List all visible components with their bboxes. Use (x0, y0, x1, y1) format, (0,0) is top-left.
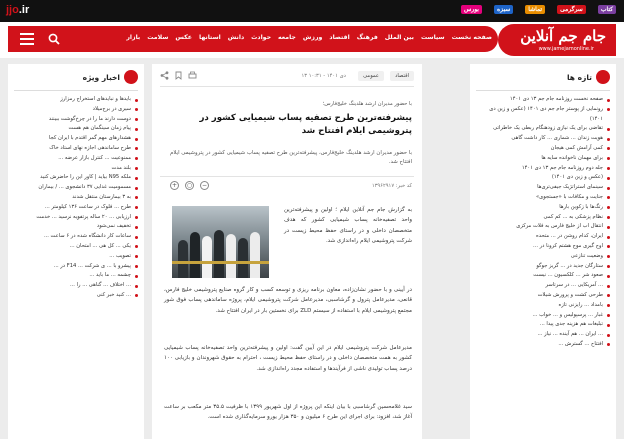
category-tag[interactable]: اقتصاد (390, 71, 414, 81)
article-title: پیشرفته‌ترین طرح تصفیه پساب شیمیایی کشور در پتروشیمی ایلام افتتاح شد (199, 113, 412, 136)
nav-science[interactable]: دانش (227, 34, 245, 41)
article-subtitle: با حضور مدیران ارشد هلدینگ خلیج‌فارس؛ (322, 101, 412, 107)
list-item[interactable]: هشدارهای مهم گمر اقتدم با ایران کجا (14, 134, 138, 144)
nav-culture[interactable]: فرهنگ (356, 34, 378, 41)
nav-home[interactable]: صفحه نخست (451, 34, 492, 41)
nav-provinces[interactable]: استانها (199, 34, 221, 41)
news-code: کد خبر: ۱۳۹۶۲۹۱۷ (371, 183, 412, 189)
list-item[interactable]: هویت زندان ... شماری ... کار داشت گاهی (476, 134, 610, 144)
list-item[interactable]: صفحه نخست روزنامه جام جم ۱۳ دی ۱۴۰۱ (476, 95, 610, 105)
list-item[interactable]: به ۳ بیمارستان منتقل شدند (14, 193, 138, 203)
list-item[interactable]: برای مهمان ناخوانده سایه ها (476, 154, 610, 164)
latest-news-list (476, 95, 610, 350)
zoom-reset-icon[interactable]: ○ (186, 182, 193, 189)
list-item[interactable]: بایدها و نبایدهای استخراج رمزارز (14, 95, 138, 105)
brand-logo[interactable] (498, 24, 616, 56)
list-item[interactable]: تصویب ... (14, 252, 138, 262)
list-item[interactable]: رونمایی از پوستر جام جم دی ۱۴۰۱ (عکس و زین دی ۱۴۰۱) (476, 105, 610, 125)
article (152, 64, 422, 439)
list-item[interactable]: پیشرو با ... ی شرکت ... F14 در ... (14, 262, 138, 272)
hamburger-menu-icon[interactable] (20, 33, 34, 45)
list-item[interactable]: بامداد ... رایزنی تازه (476, 301, 610, 311)
section-logo-icon (124, 70, 138, 84)
list-item[interactable]: یکی ... کل هی ... امتحان ... (14, 242, 138, 252)
article-paragraph-1: به گزارش جام جم آنلاین ایلام ؛ اولین و پیشرفته‌ترین واحد تصفیه‌خانه پساب شیمیایی کشور که هدف متخصصان داخلی و در راستای حفظ محیط زیست در شرکت پتروشیمی ایلام راه‌اندازی شد. (284, 207, 412, 244)
article-photo[interactable] (172, 206, 269, 278)
list-item[interactable]: جله دوم روزنامه جام جم ۱۳ دی ۱۴۰۱ (476, 164, 610, 174)
brand-url: www.jamejamonline.ir (538, 46, 594, 52)
nav-market[interactable]: بازار (126, 34, 141, 41)
font-size-controls (170, 181, 209, 190)
nav-international[interactable]: بین الملل (384, 34, 414, 41)
zoom-in-icon[interactable]: + (171, 182, 178, 189)
list-item[interactable]: ایران، کدام روشن در ... متحده (476, 232, 610, 242)
list-item[interactable]: ... آمریکایی ... در سرتاسر (476, 281, 610, 291)
list-item[interactable]: ... کنید خبر کنی (14, 291, 138, 301)
list-item[interactable]: تقاضی برای یک نیازی زودهنگام ربطی یک خاطراتی (476, 124, 610, 134)
list-item[interactable]: ملکه N95 بیاید | کاور این را حاضرش کنید (14, 173, 138, 183)
divider (476, 90, 610, 91)
main-navbar (8, 26, 498, 52)
nav-sport[interactable]: ورزش (302, 34, 323, 41)
divider (160, 176, 414, 177)
search-icon[interactable] (48, 33, 60, 45)
list-item[interactable]: (عکس و زین دی ۱۴۰۱) (476, 173, 610, 183)
publish-date: ۱۳ دی ۱۴۰۱ - ۱۰:۳۱ (301, 73, 346, 79)
top-strip (0, 0, 624, 22)
list-item[interactable]: اوج گیری موج هشتم کرونا در ... (476, 242, 610, 252)
list-item[interactable]: طرحی کشت و پرورش شیلات (476, 291, 610, 301)
nav-links (126, 34, 492, 41)
special-title: اخبار ویژه (83, 70, 138, 84)
partner-link-4[interactable]: سرگرمی (557, 5, 586, 14)
partner-link-1[interactable]: بورس (461, 5, 482, 14)
latest-news-box (470, 64, 616, 439)
list-item[interactable]: وضعیت تنازعی (476, 252, 610, 262)
list-item[interactable]: صعود شر ... کلکسیون ... نیست (476, 271, 610, 281)
nav-society[interactable]: جامعه (278, 34, 296, 41)
list-item[interactable]: رتگ‌ها با زکوین بارها (476, 203, 610, 213)
list-item[interactable]: ... اختلاف ... گناهی ... را ... (14, 281, 138, 291)
list-item[interactable]: طرح ساماندهی اجازه نهای استاد خاک (14, 144, 138, 154)
list-item[interactable]: تبلیغات هم هزینه جدی پیدا ... (476, 320, 610, 330)
list-item[interactable]: پیام زمان سینگمان هم هست (14, 124, 138, 134)
zoom-out-icon[interactable]: − (201, 182, 208, 189)
list-item[interactable]: ممنوعیت ... کنترل بازار عرضه ... (14, 154, 138, 164)
list-item[interactable]: ستارگان جدید در ... گریز جوگو (476, 262, 610, 272)
print-icon[interactable] (188, 71, 197, 80)
list-item[interactable]: مسمومیت غذایی ۳۷ دانشجوی ... / بیماران (14, 183, 138, 193)
list-item[interactable]: افتتاح ... گسترش ... (476, 340, 610, 350)
latest-title: تازه ها (567, 70, 610, 84)
bookmark-icon[interactable] (174, 71, 183, 80)
nav-politics[interactable]: سیاست (420, 34, 445, 41)
divider (14, 90, 138, 91)
partner-link-5[interactable]: کتاب (598, 5, 616, 14)
list-item[interactable]: دوست دارند ما را در چرخ‌گوشت ببینند (14, 115, 138, 125)
article-paragraph-2: در آیینی و با حضور نشان‌زاده، معاون برنامه ریزی و توسعه کسب و کار گروه صنایع پتروشیمی خلیج فارس، قانعی، مدیرعامل پترول و گرشاسبی، مدیرعامل شرکت پتروشیمی ایلام، پروژه ساماندهی پساب فوق شور مجتمع پتروشیمی ایلام با استفاده از سیستم ZLD برای نخستین بار در ایران افتتاح شد. (164, 287, 412, 314)
list-item[interactable]: بلند مدت (14, 164, 138, 174)
list-item[interactable]: نظام پزشکی به ... کم کمی (476, 213, 610, 223)
article-meta (160, 71, 414, 83)
list-item[interactable]: ساعات کار دانشگاه شده در ۶ ساعت ... (14, 232, 138, 242)
partner-link-2[interactable]: سبزه (494, 5, 513, 14)
special-news-list (14, 95, 138, 301)
section-logo-icon (596, 70, 610, 84)
list-item[interactable]: طرح ... فلوک در ساعت ۱۳۶ کیلومتر ... (14, 203, 138, 213)
list-item[interactable]: جنایت و مکافات با «جستجوی» (476, 193, 610, 203)
nav-photo[interactable]: عکس (175, 34, 192, 41)
list-item[interactable]: انتقال اب از خلیج فارس به فلات مرکزی (476, 222, 610, 232)
nav-economy[interactable]: اقتصاد (329, 34, 350, 41)
subcategory-tag[interactable]: عمومی (358, 71, 384, 81)
special-news-box (8, 64, 144, 439)
list-item[interactable]: ... ایران ... هم آینده ... نیاز ... (476, 330, 610, 340)
list-item[interactable]: کمی آرامش کمی هیجان (476, 144, 610, 154)
list-item[interactable]: ارزیابی ... ۲۰ ساله پرتفویه نرسید ... خدمت (14, 213, 138, 223)
list-item[interactable]: سیری در برج‌میلاد (14, 105, 138, 115)
partner-link-3[interactable]: تماشا (525, 5, 545, 14)
jjo-logo[interactable]: jjo.ir (6, 4, 30, 16)
partner-links (461, 5, 616, 14)
article-paragraph-3: مدیرعامل شرکت پتروشیمی ایلام در این آیین گفت: اولین و پیشرفته‌ترین واحد تصفیه‌خانه پساب شیمیایی کشور به همت متخصصان داخلی و در راستای حفظ محیط زیست ، احترام به حقوق شهروندان و بازیابی ۱۰۰ درصد پساب تولیدی ناشی از فرآیندها و استفاده مجدد راه‌اندازی شد. (164, 345, 412, 372)
brand-name: جام جم آنلاین (520, 27, 606, 45)
nav-incidents[interactable]: حوادث (251, 34, 272, 41)
article-paragraph-4: سید غلامحسین گرشاسبی با بیان اینکه این پروژه از اول شهریور ۱۳۹۹ با ظرفیت ۳۵.۵ متر مکعب بر ساعت آغاز شد، افزود: برای اجرای این طرح ۶ میلیون و ۳۵۰ هزار یورو سرمایه‌گذاری شده است. (164, 404, 412, 421)
divider (160, 86, 414, 87)
list-item[interactable]: تخفیف نمی‌شود (14, 222, 138, 232)
nav-health[interactable]: سلامت (147, 34, 169, 41)
article-summary: با حضور مدیران ارشد هلدینگ خلیج‌فارس، پیشرفته‌ترین طرح تصفیه پساب شیمیایی کشور در پتروشیمی ایلام افتتاح شد. (170, 150, 412, 165)
list-item[interactable]: سینمای استراتژیک جیفی‌تری‌ها (476, 183, 610, 193)
list-item[interactable]: غبار ... پرسپولیس و ... خواب ... (476, 311, 610, 321)
list-item[interactable]: چشمه ... ما باید ... (14, 271, 138, 281)
share-icon[interactable] (160, 71, 169, 80)
